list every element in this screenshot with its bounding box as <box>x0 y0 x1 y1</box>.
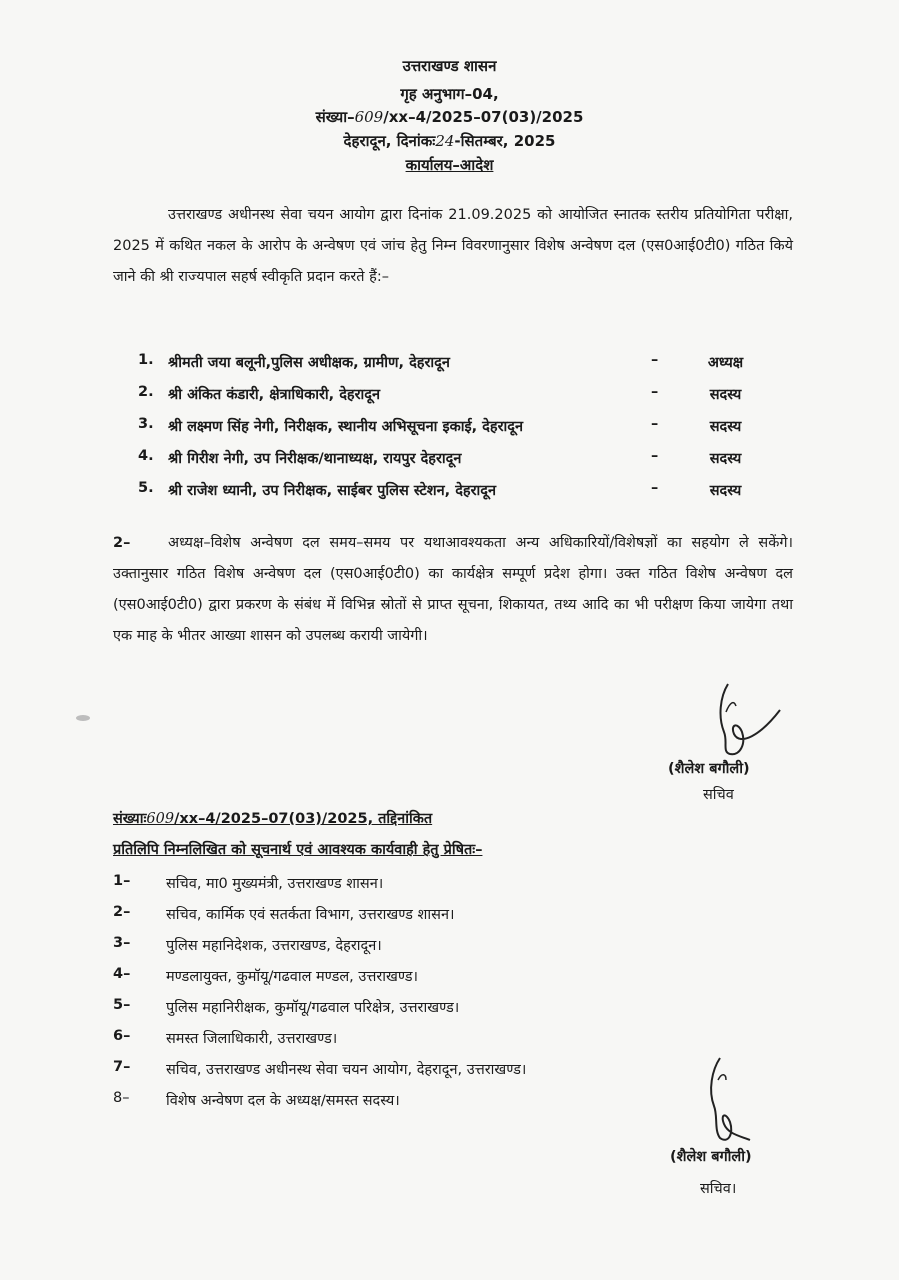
section-name: गृह अनुभाग–04, <box>400 85 499 103</box>
copy-heading: प्रतिलिपि निम्नलिखित को सूचनार्थ एवं आवश्यक कार्यवाही हेतु प्रेषितः– <box>113 842 483 858</box>
paper-smudge <box>76 715 90 721</box>
order-document: उत्तराखण्ड शासन गृह अनुभाग–04, संख्या–609/xx–4/2025–07(03)/2025 देहरादून, दिनांकः24-सितम्बर, 2025 कार्यालय–आदेश उत्तराखण्ड अधीनस्थ सेवा चयन आयोग द्वारा दिनांक 21.09.2025 को आयोजित स्नातक स्तरीय प्रतियोगिता परीक्षा, 2025 में कथित नकल के आरोप के अन्वेषण एवं जांच हेतु निम्न विवरणानुसार विशेष अन्वेषण दल (एस0आई0टी0) गठित किये जाने की श्री राज्यपाल सहर्ष स्वीकृति प्रदान करते हैं:– 1. श्रीमती जया बलूनी,पुलिस अधीक्षक, ग्रामीण, देहरादून – अध्यक्ष 2. श्री अंकित कंडारी, क्षेत्राधिकारी, देहरादून – सदस्य 3. श्री लक्ष्मण सिंह नेगी, निरीक्षक, स्थानीय अभिसूचना इकाई, देहरादून – सदस्य 4. श्री गिरीश नेगी, उप निरीक्षक/थानाध्यक्ष, रायपुर देहरादून – सदस्य 5. श्री राजेश ध्यानी, उप निरीक्षक, साईबर पुलिस स्टेशन, देहरादून – सदस्य 2– अध्यक्ष–विशेष अन्वेषण दल समय–समय पर यथाआवश्यकता अन्य अधिकारियों/विशेषज्ञों का सहयोग ले सकेंगे। उक्तानुसार गठित विशेष अन्वेषण दल (एस0आई0टी0) का कार्यक्षेत्र सम्पूर्ण प्रदेश होगा। उक्त गठित विशेष अन्वेषण दल (एस0आई0टी0) द्वारा प्रकरण के संबंध में विभिन्न स्रोतों से प्राप्त सूचना, शिकायत, तथ्य आदि का भी परीक्षण किया जायेगा तथा एक माह के भीतर आख्या शासन को उपलब्ध करायी जायेगी। (शैलेश बगौली) सचिव संख्याः609/xx–4/2025–07(03)/2025, तद्दिनांकित प्रतिलिपि निम्नलिखित को सूचनार्थ एवं आवश्यक कार्यवाही हेतु प्रेषितः– 1– सचिव, मा0 मुख्यमंत्री, उत्तराखण्ड शासन। 2– सचिव, कार्मिक एवं सतर्कता विभाग, उत्तराखण्ड शासन। 3– पुलिस महानिदेशक, उत्तराखण्ड, देहरादून। 4– मण्डलायुक्त, कुमॉयू/गढवाल मण्डल, उत्तराखण्ड। 5– पुलिस महानिरीक्षक, कुमॉयू/गढवाल परिक्षेत्र, उत्तराखण्ड। 6– समस्त जिलाधिकारी, उत्तराखण्ड। 7– सचिव, उत्तराखण्ड अधीनस्थ सेवा चयन आयोग, देहरादून, उत्तराखण्ड। 8– विशेष अन्वेषण दल के अध्यक्ष/समस्त सदस्य। (शैलेश बगौली) सचिव। <box>0 0 899 1280</box>
signatory-designation: सचिव <box>703 787 734 803</box>
document-title: कार्यालय–आदेश <box>405 156 494 174</box>
reference-number: संख्या–609/xx–4/2025–07(03)/2025 <box>315 108 584 126</box>
member-row: 4. श्री गिरीश नेगी, उप निरीक्षक/थानाध्यक्ष, रायपुर देहरादून – सदस्य <box>138 448 742 467</box>
signatory-name: (शैलेश बगौली) <box>670 1149 752 1165</box>
handwritten-number: 609 <box>146 811 175 827</box>
member-row: 1. श्रीमती जया बलूनी,पुलिस अधीक्षक, ग्रामीण, देहरादून – अध्यक्ष <box>138 352 744 371</box>
paragraph-number: 2– <box>113 535 131 551</box>
signature-mark <box>690 1050 760 1150</box>
member-row: 5. श्री राजेश ध्यानी, उप निरीक्षक, साईबर पुलिस स्टेशन, देहरादून – सदस्य <box>138 480 742 499</box>
order-date: देहरादून, दिनांकः24-सितम्बर, 2025 <box>343 132 556 150</box>
copy-reference: संख्याः609/xx–4/2025–07(03)/2025, तद्दिनांकित <box>113 811 433 827</box>
member-row: 2. श्री अंकित कंडारी, क्षेत्राधिकारी, देहरादून – सदस्य <box>138 384 742 403</box>
paragraph-2: 2– अध्यक्ष–विशेष अन्वेषण दल समय–समय पर यथाआवश्यकता अन्य अधिकारियों/विशेषज्ञों का सहयोग ले सकेंगे। उक्तानुसार गठित विशेष अन्वेषण दल (एस0आई0टी0) का कार्यक्षेत्र सम्पूर्ण प्रदेश होगा। उक्त गठित विशेष अन्वेषण दल (एस0आई0टी0) द्वारा प्रकरण के संबंध में विभिन्न स्रोतों से प्राप्त सूचना, शिकायत, तथ्य आदि का भी परीक्षण किया जायेगा तथा एक माह के भीतर आख्या शासन को उपलब्ध करायी जायेगी। <box>113 528 793 652</box>
handwritten-date: 24 <box>435 132 455 150</box>
org-name: उत्तराखण्ड शासन <box>402 57 497 75</box>
handwritten-number: 609 <box>354 108 384 126</box>
signature-mark <box>700 672 790 762</box>
signatory-designation: सचिव। <box>700 1181 737 1197</box>
intro-paragraph: उत्तराखण्ड अधीनस्थ सेवा चयन आयोग द्वारा दिनांक 21.09.2025 को आयोजित स्नातक स्तरीय प्रतियोगिता परीक्षा, 2025 में कथित नकल के आरोप के अन्वेषण एवं जांच हेतु निम्न विवरणानुसार विशेष अन्वेषण दल (एस0आई0टी0) गठित किये जाने की श्री राज्यपाल सहर्ष स्वीकृति प्रदान करते हैं:– <box>113 207 793 285</box>
member-row: 3. श्री लक्ष्मण सिंह नेगी, निरीक्षक, स्थानीय अभिसूचना इकाई, देहरादून – सदस्य <box>138 416 742 435</box>
signatory-name: (शैलेश बगौली) <box>668 761 750 777</box>
